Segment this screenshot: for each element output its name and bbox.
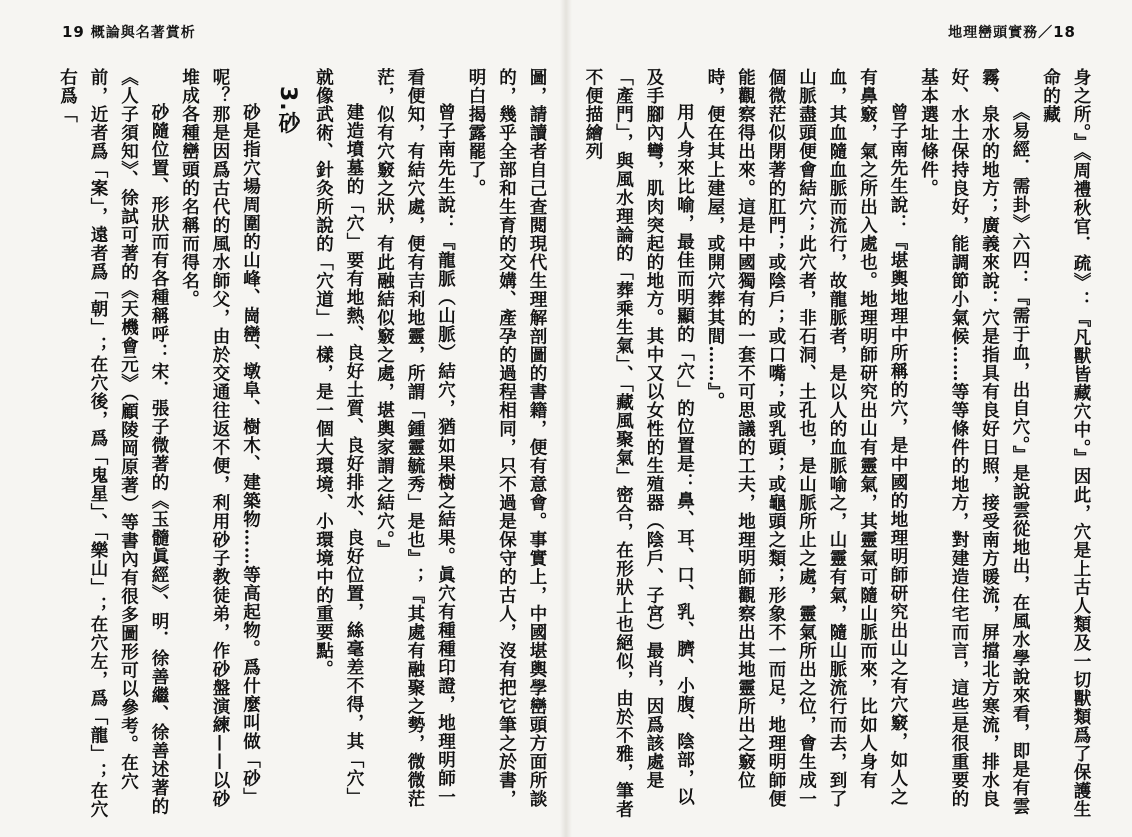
right-page-header <box>948 22 1076 42</box>
paragraph: 砂是指穴場周圍的山峰、崗巒、墩阜、樹木、建築物……等高起物。爲什麼叫做「砂」呢？那是因爲古代的風水師父，由於交通往返不便，利用砂子教徒弟，作砂盤演練——以砂堆成各種巒頭的名稱而得名。 <box>179 68 261 808</box>
right-page-number: 18 <box>1053 23 1076 41</box>
book-gutter <box>560 0 572 837</box>
paragraph: 砂隨位置、形狀而有各種稱呼：宋．張子微著的《玉髓眞經》、明．徐善繼、徐善述著的《人子須知》、徐試可著的《天機會元》（顧陵岡原著）等書內有很多圖形可以參考。在穴前，近者爲「案」，遠者爲「朝」；在穴後，爲「鬼星」、「樂山」；在穴左，爲「龍」；在穴右爲「 <box>57 68 169 819</box>
left-page-header <box>62 22 196 42</box>
paragraph: 用人身來比喻，最佳而明顯的「穴」的位置是：鼻、耳、口、乳、臍、小腹、陰部，以及手腳內彎，肌肉突起的地方。其中又以女性的生殖器（陰戶、子宮）最肖，因爲該處是「產門」，與風水理論的「葬乘生氣」、「藏風聚氣」密合，在形狀上也絕似，由於不雅，筆者不便描繪列 <box>583 68 695 819</box>
section-heading: 3.砂 <box>275 86 300 135</box>
paragraph: 圖，請讀者自己查閱現代生理解剖圖的書籍，便有意會。事實上，中國堪輿學巒頭方面所談的，幾乎全部和生育的交媾、產孕的過程相同，只不過是保守的古人，沒有把它筆之於書，明白揭露罷了。 <box>466 68 547 808</box>
paragraph: 身之所。』《周禮秋官．疏》：『凡獸皆藏穴中。』因此，穴是上古人類及一切獸類爲了保護生命的藏 <box>1040 68 1091 819</box>
left-header-title: 概論與名著賞析 <box>90 25 196 41</box>
left-page-number: 19 <box>62 23 85 41</box>
paragraph: 建造墳墓的「穴」要有地熱、良好土質、良好排水、良好位置，絲毫差不得，其「穴」就像武術、針灸所說的「穴道」一樣，是一個大環境、小環境中的重要點。 <box>313 68 364 806</box>
paragraph: 曾子南先生說：『龍脈（山脈）結穴，猶如果樹之結果。眞穴有種種印證，地理明師一看便知，有結穴處，便有吉利地靈，所謂「鍾靈毓秀」是也』；『其處有融聚之勢，微微茫茫，似有穴竅之狀，有此融結似竅之處，堪輿家謂之結穴。』 <box>374 68 456 808</box>
right-header-title: 地理巒頭實務 <box>948 25 1039 41</box>
paragraph: 《易經．需卦》六四：『需于血，出自穴。』是說雲從地出，在風水學說來看，即是有雲霧、泉水的地方；廣義來說：穴是指具有良好日照，接受南方暖流，屏擋北方寒流，排水良好、水土保持良好，能調節小氣候……等等條件的地方，對建造住宅而言，這些是很重要的基本選址條件。 <box>918 68 1030 816</box>
right-page <box>566 0 1132 837</box>
right-page-body <box>583 68 1096 820</box>
left-page-body <box>52 68 552 820</box>
header-slash: ／ <box>1038 25 1054 41</box>
paragraph: 曾子南先生說：『堪輿地理中所稱的穴，是中國的地理明師研究出山之有穴竅，如人之有鼻竅，氣之所出入處也。地理明師研究出山有靈氣，其靈氣可隨山脈而來，比如人身有血，其血隨血脈而流行，故龍脈者，是以人的血脈喻之，山靈有氣，隨山脈流行而去，到了山脈盡頭便會結穴；此穴者，非石洞、土孔也，是山脈所止之處，靈氣所出之位，會生成一個微茫似閉著的肛門；或陰戶；或口嘴；或乳頭；或龜頭之類；形象不一而足，地理明師便能觀察得出來。這是中國獨有的一套不可思議的工夫，地理明師觀察出其地靈所出之竅位時，便在其上建屋，或開穴葬其間……』。 <box>705 68 908 808</box>
